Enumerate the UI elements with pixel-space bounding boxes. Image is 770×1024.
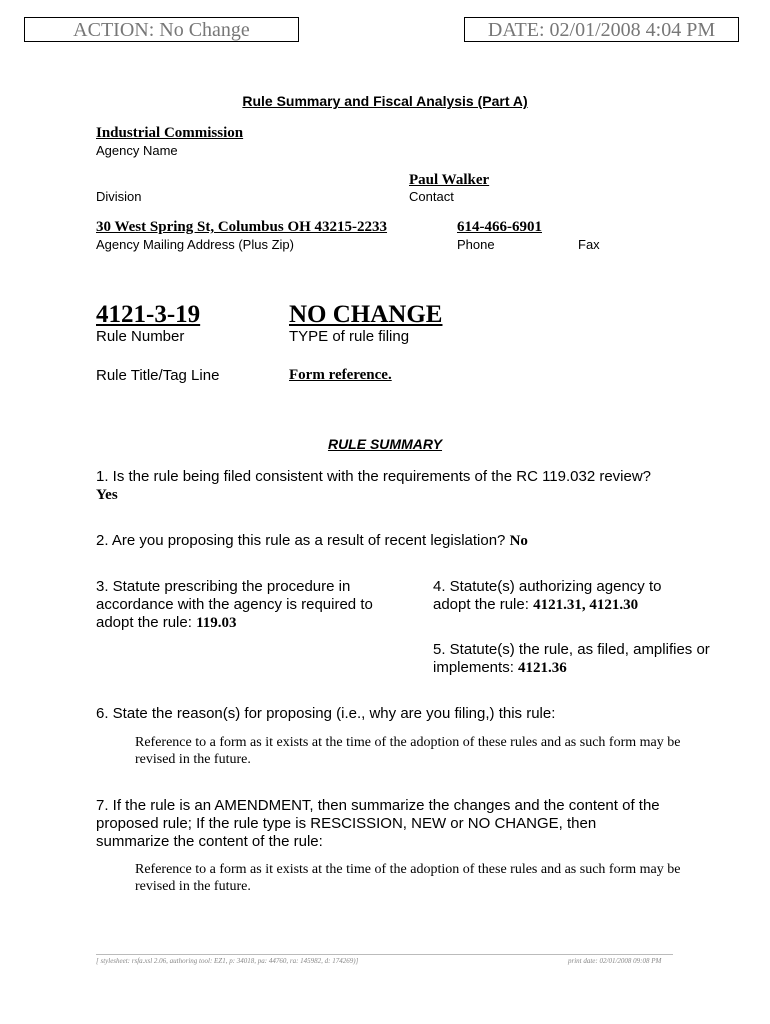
rule-number-value: 4121-3-19 [96, 301, 201, 328]
tagline-value: Form reference. [289, 367, 392, 383]
rule-number-label: Rule Number [96, 328, 185, 345]
date-text: DATE: 02/01/2008 4:04 PM [487, 19, 716, 41]
phone-value: 614-466-6901 [457, 219, 542, 235]
footer-divider [96, 954, 673, 955]
page-title: Rule Summary and Fiscal Analysis (Part A) [242, 93, 528, 109]
agency-name-label: Agency Name [96, 143, 178, 158]
address-label: Agency Mailing Address (Plus Zip) [96, 237, 294, 252]
answer-5: 4121.36 [518, 660, 567, 676]
question-2-text: 2. Are you proposing this rule as a result of recent legislation? [96, 532, 506, 549]
answer-7: Reference to a form as it exists at the time of the adoption of these rules and as such form may be revised in the future. [135, 862, 681, 894]
address-value: 30 West Spring St, Columbus OH 43215-2233 [96, 219, 388, 235]
question-4 [433, 578, 693, 614]
footer-print-date: print date: 02/01/2008 09:08 PM [568, 957, 662, 965]
fax-label: Fax [578, 237, 600, 252]
tagline-label: Rule Title/Tag Line [96, 367, 220, 384]
phone-label: Phone [457, 237, 495, 252]
agency-name-value: Industrial Commission [96, 125, 244, 141]
question-2 [96, 532, 696, 550]
rule-type-value: NO CHANGE [289, 301, 443, 328]
question-5-text: 5. Statute(s) the rule, as filed, amplifies or implements: [433, 641, 710, 676]
answer-4: 4121.31, 4121.30 [533, 597, 639, 613]
question-3-text: 3. Statute prescribing the procedure in accordance with the agency is required to adopt the rule: [96, 578, 373, 631]
division-label: Division [96, 189, 142, 204]
footer-stylesheet-info: [ stylesheet: rsfa.xsl 2.06, authoring tool: EZ1, p: 34018, pa: 44760, ra: 145982, d: 174269)] [96, 957, 359, 965]
answer-2: No [509, 533, 528, 549]
contact-label: Contact [409, 189, 454, 204]
rule-type-label: TYPE of rule filing [289, 328, 410, 345]
question-3 [96, 578, 386, 632]
question-6: 6. State the reason(s) for proposing (i.e., why are you filing,) this rule: [96, 705, 556, 722]
question-5 [433, 641, 723, 677]
action-text: ACTION: No Change [73, 19, 250, 41]
action-box [24, 17, 299, 42]
question-4-text: 4. Statute(s) authorizing agency to adopt the rule: [433, 578, 662, 613]
answer-6: Reference to a form as it exists at the time of the adoption of these rules and as such form may be revised in the future. [135, 735, 681, 767]
question-1 [96, 468, 656, 504]
contact-value: Paul Walker [409, 172, 490, 188]
question-7: 7. If the rule is an AMENDMENT, then summarize the changes and the content of the proposed rule; If the rule type is RESCISSION, NEW or NO CHANGE, then summarize the content of the rule: [96, 797, 660, 850]
rule-summary-heading: RULE SUMMARY [327, 436, 443, 452]
answer-1: Yes [96, 487, 118, 503]
date-box [464, 17, 739, 42]
question-1-text: 1. Is the rule being filed consistent with the requirements of the RC 119.032 review? [96, 468, 652, 485]
answer-3: 119.03 [196, 615, 237, 631]
